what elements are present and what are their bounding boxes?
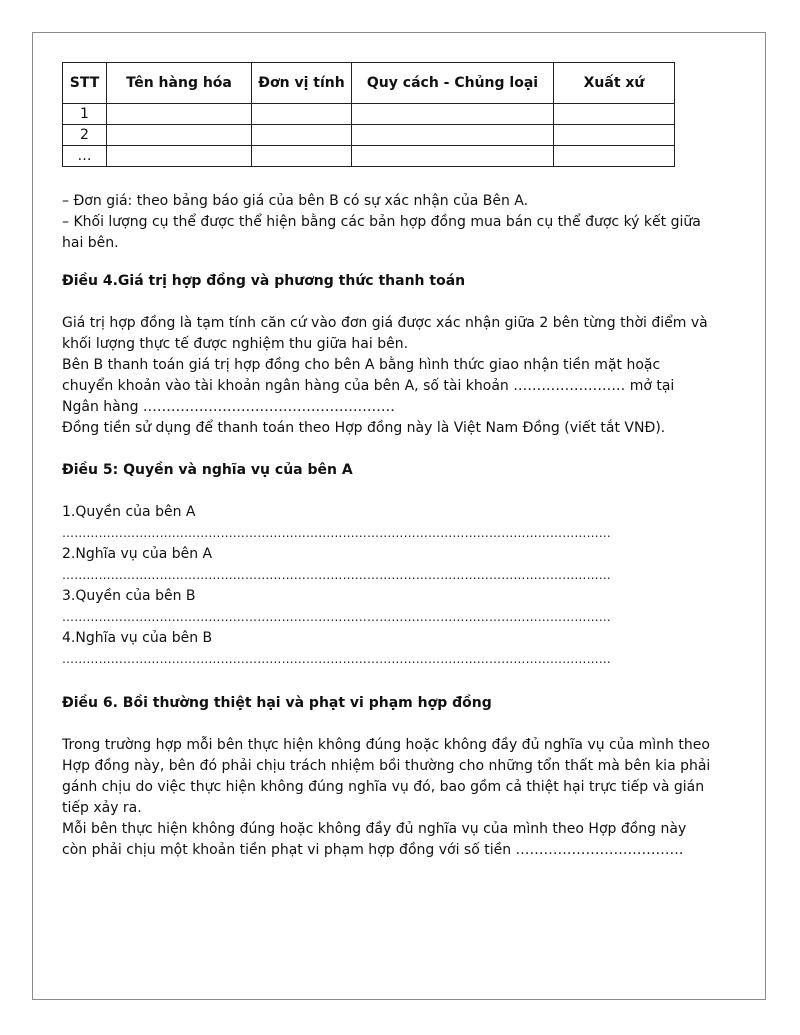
header-stt: STT (63, 63, 107, 104)
article-4-body (62, 313, 712, 439)
table-header-row (63, 63, 675, 104)
article-5-title: Điều 5: Quyền và nghĩa vụ của bên A (62, 462, 353, 478)
goods-table (62, 62, 675, 167)
rights-party-b-blank: ……………………………………………………………………………………………………………………… (62, 610, 611, 624)
article-4-title: Điều 4.Giá trị hợp đồng và phương thức thanh toán (62, 273, 466, 289)
table-row (63, 104, 675, 125)
article-6-body (62, 735, 712, 861)
table-cell (352, 125, 554, 146)
article-6-title: Điều 6. Bồi thường thiệt hại và phạt vi phạm hợp đồng (62, 695, 492, 711)
rights-party-a-label: 1.Quyền của bên A (62, 504, 196, 520)
table-cell (554, 146, 675, 167)
table-cell (107, 125, 252, 146)
header-specification: Quy cách - Chủng loại (352, 63, 554, 104)
article-5-body (62, 502, 712, 670)
table-cell (252, 146, 352, 167)
document-body (62, 62, 712, 861)
table-row (63, 125, 675, 146)
table-cell (554, 125, 675, 146)
note-quantity: – Khối lượng cụ thể được thể hiện bằng các bản hợp đồng mua bán cụ thể được ký kết giữa hai bên. (62, 214, 701, 251)
table-cell (252, 125, 352, 146)
price-notes (62, 191, 712, 254)
obligations-party-a-blank: ……………………………………………………………………………………………………………………… (62, 568, 611, 582)
table-cell (352, 146, 554, 167)
row-number: … (63, 146, 107, 167)
obligations-party-b-blank: ……………………………………………………………………………………………………………………… (62, 652, 611, 666)
header-goods-name: Tên hàng hóa (107, 63, 252, 104)
table-cell (252, 104, 352, 125)
note-unit-price: – Đơn giá: theo bảng báo giá của bên B có sự xác nhận của Bên A. (62, 193, 529, 209)
header-unit: Đơn vị tính (252, 63, 352, 104)
header-origin: Xuất xứ (554, 63, 675, 104)
obligations-party-b-label: 4.Nghĩa vụ của bên B (62, 630, 213, 646)
row-number: 1 (63, 104, 107, 125)
table-cell (352, 104, 554, 125)
rights-party-b-label: 3.Quyền của bên B (62, 588, 196, 604)
table-cell (107, 146, 252, 167)
table-cell (554, 104, 675, 125)
row-number: 2 (63, 125, 107, 146)
table-row (63, 146, 675, 167)
article-4-paragraph-2: Bên B thanh toán giá trị hợp đồng cho bên A bằng hình thức giao nhận tiền mặt hoặc chuyển khoản vào tài khoản ngân hàng của bên A, số tài khoản …………………… mở tại Ngân hàng ……………………………………………… (62, 357, 675, 415)
table-cell (107, 104, 252, 125)
article-6-paragraph-1: Trong trường hợp mỗi bên thực hiện không đúng hoặc không đầy đủ nghĩa vụ của mình theo Hợp đồng này, bên đó phải chịu trách nhiệm bồi thường cho những tổn thất mà bên kia phải gánh chịu do việc thực hiện không đúng nghĩa vụ đó, bao gồm cả thiệt hại trực tiếp và gián tiếp xảy ra. (62, 737, 711, 816)
article-4-paragraph-3: Đồng tiền sử dụng để thanh toán theo Hợp đồng này là Việt Nam Đồng (viết tắt VNĐ). (62, 420, 666, 436)
rights-party-a-blank: ……………………………………………………………………………………………………………………… (62, 526, 611, 540)
article-6-paragraph-2: Mỗi bên thực hiện không đúng hoặc không đầy đủ nghĩa vụ của mình theo Hợp đồng này còn phải chịu một khoản tiền phạt vi phạm hợp đồng với số tiền ……………………………… (62, 821, 687, 858)
obligations-party-a-label: 2.Nghĩa vụ của bên A (62, 546, 213, 562)
article-4-paragraph-1: Giá trị hợp đồng là tạm tính căn cứ vào đơn giá được xác nhận giữa 2 bên từng thời điểm và khối lượng thực tế được nghiệm thu giữa hai bên. (62, 315, 708, 352)
